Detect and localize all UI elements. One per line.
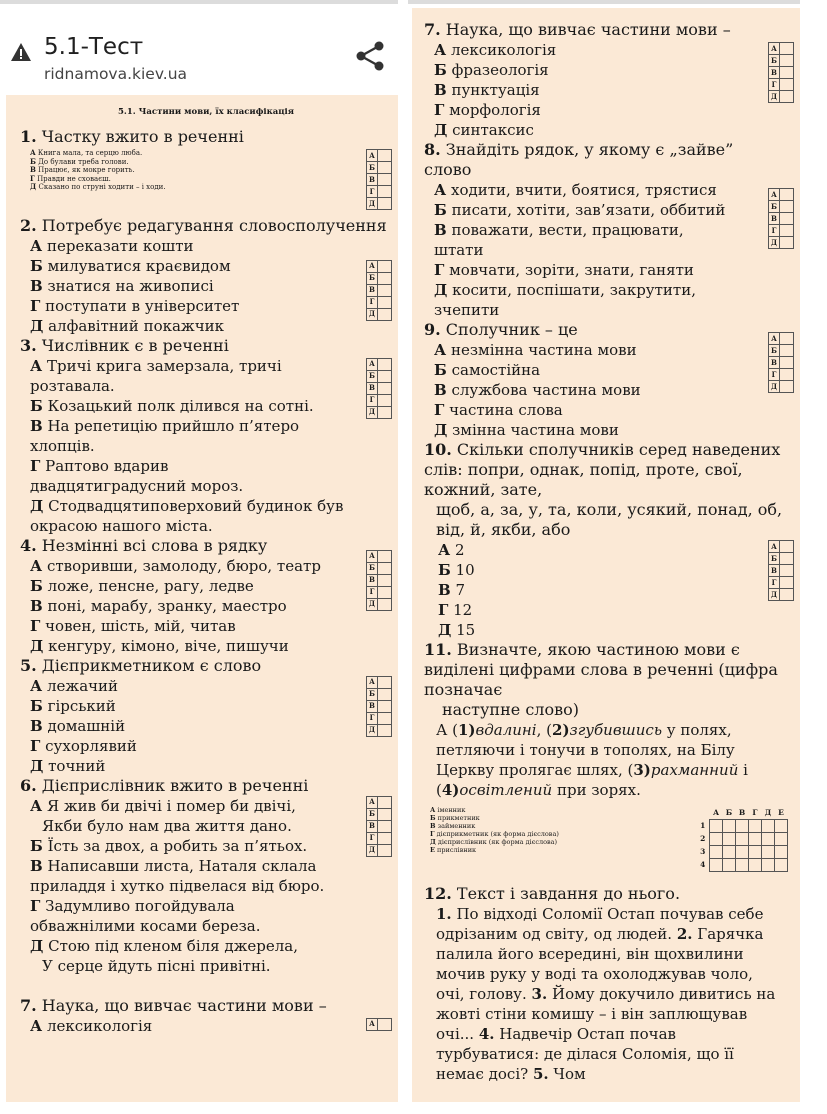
question-text: Дієприслівник вжито в реченні [36, 775, 309, 795]
option: Г Правди не сховаєш. [30, 173, 111, 183]
option: А незмінна частина мови [434, 341, 637, 359]
answer-box[interactable]: А Б В Г Д [366, 260, 392, 321]
option: Г Задумливо погойдувала обважнілими косами береза. [30, 896, 261, 935]
question-text-continued: наступне слово) [442, 700, 579, 719]
option: Б писати, хотіти, зав’язати, оббитий [434, 201, 726, 219]
option: А Книга мала, та серцю люба. [30, 148, 143, 157]
option: А створивши, замолоду, бюро, театр [30, 556, 321, 575]
app-bar [0, 4, 398, 95]
question-number: 11. [424, 640, 452, 659]
answer-letter: Б [367, 162, 378, 174]
option: Г частина слова [434, 401, 563, 419]
option: Д Стодвадцятиповерховий будинок був окрасою нашого міста. [30, 496, 344, 535]
question-number: 9. [424, 320, 441, 339]
option: Д косити, поспішати, закрутити, зчепити [434, 281, 696, 319]
option-continued: Якби було нам два життя дано. [42, 816, 292, 835]
question-text: Знайдіть рядок, у якому є „зайве” слово [424, 140, 734, 179]
option: Б ложе, пенсне, рагу, ледве [30, 576, 254, 595]
option: Г човен, шість, мій, читав [30, 616, 236, 635]
question-number: 7. [20, 995, 37, 1015]
legend [430, 806, 559, 854]
option: А переказати кошти [30, 236, 194, 255]
app-url[interactable]: ridnamova.kiev.ua [44, 65, 188, 83]
question-number: 1. [20, 127, 37, 146]
app-title: 5.1-Тест [44, 34, 144, 60]
legend-item: А іменник [430, 806, 466, 814]
question-number: 4. [20, 535, 37, 555]
option: Д Сказано по струні ходити – і ходи. [30, 182, 166, 191]
question-text: Наука, що вивчає частини мови – [440, 20, 731, 39]
option: Г морфологія [434, 101, 541, 119]
legend-item: Б прикметник [430, 814, 480, 822]
answer-letter: А [367, 150, 378, 162]
answer-grid-block [424, 806, 794, 876]
question-9 [424, 320, 794, 440]
option: В Працює, як мокре горить. [30, 165, 135, 174]
question-text: Текст і завдання до нього. [451, 884, 681, 903]
option: В поні, марабу, зранку, маестро [30, 596, 287, 615]
option: Г 12 [438, 601, 473, 619]
answer-box[interactable]: А [366, 1018, 392, 1031]
question-text: Визначте, якою частиною мови є виділені цифрами слова в реченні (цифра позначає [424, 640, 778, 699]
option: Б милуватися краєвидом [30, 256, 231, 275]
document-page [6, 95, 398, 1102]
question-10 [424, 440, 794, 640]
option: Б самостійна [434, 361, 541, 379]
question-4 [20, 536, 392, 656]
answer-box[interactable]: А Б В Г Д [366, 550, 392, 611]
question-6 [20, 776, 392, 996]
option: Д змінна частина мови [434, 421, 619, 439]
option: Б 10 [438, 561, 475, 579]
question-number: 3. [20, 335, 37, 355]
question-text: Часткy вжито в реченні [36, 127, 244, 146]
legend-item: Е прислівник [430, 846, 477, 854]
question-text-continued: щоб, а, за, у, та, коли, усякий, понад, об, від, й, якби, або [436, 500, 783, 539]
option: Г мовчати, зоріти, знати, ганяти [434, 261, 694, 279]
option: Д кенгуру, кімоно, віче, пишучи [30, 636, 289, 655]
option: Б До булави треба голови. [30, 156, 129, 166]
question-3 [20, 336, 392, 536]
option: Д 15 [438, 621, 476, 639]
status-bar [408, 0, 800, 4]
answer-box[interactable]: А Б В Г Д [366, 358, 392, 419]
option: В 7 [438, 581, 465, 599]
option: А лексикологія [30, 1016, 153, 1035]
option-continued: У серце йдуть пісні привітні. [42, 956, 271, 975]
answer-box[interactable]: А Б В Г Д [768, 540, 794, 601]
question-7 [424, 20, 794, 140]
option: В знатися на живописі [30, 276, 214, 295]
question-5 [20, 656, 392, 776]
question-number: 10. [424, 440, 452, 459]
option: В службова частина мови [434, 381, 641, 399]
left-screenshot [0, 0, 398, 1114]
legend-item: Г дієприкметник (як форма дієслова) [430, 830, 559, 838]
question-1 [20, 127, 392, 216]
option: Д синтаксис [434, 121, 534, 139]
option: А лежачий [30, 676, 119, 695]
question-number: 5. [20, 655, 37, 675]
question-text: Наука, що вивчає частини мови – [36, 995, 327, 1015]
option: Б Козацький полк ділився на сотні. [30, 396, 314, 415]
document-title: 5.1. Частини мови, їх класифікація [117, 107, 295, 117]
question-2 [20, 216, 392, 336]
option: А ходити, вчити, боятися, трястися [434, 181, 717, 199]
answer-letter: Д [367, 198, 378, 210]
option: Б фразеологія [434, 61, 549, 79]
question-7 [20, 996, 392, 1036]
option: Д Стою під кленом біля джерела, [30, 936, 299, 955]
answer-box[interactable]: А Б В Г Д [768, 42, 794, 103]
option: Г сухорлявий [30, 736, 137, 755]
legend-item: Д дієприслівник (як форма дієслова) [430, 838, 558, 846]
option: В Написавши листа, Наталя склала приладдя і хутко підвелася від бюро. [30, 856, 325, 895]
option: А лексикологія [434, 41, 557, 59]
question-text: Сполучник – це [440, 320, 578, 339]
answer-box[interactable]: А Б В Г Д [366, 676, 392, 737]
question-text: Числівник є в реченні [36, 335, 229, 355]
option: А 2 [438, 541, 465, 559]
question-number: 7. [424, 20, 441, 39]
question-number: 8. [424, 140, 441, 159]
question-number: 2. [20, 215, 37, 235]
question-text: Потребує редагування словосполучення [36, 215, 387, 235]
option: Б гірський [30, 696, 116, 715]
warning-icon[interactable] [10, 42, 32, 62]
question-text: Незмінні всі слова в рядку [36, 535, 268, 555]
option: А Тричі крига замерзала, тричі розтавала. [30, 356, 282, 395]
option: В поважати, вести, працювати, штати [434, 221, 684, 259]
option: Г Раптово вдарив двадцятиградусний мороз. [30, 456, 244, 495]
sentence: А (1)вдалині, (2)згубившись у полях, петляючи і тонучи в тополях, на Білу Церкву пролягає шлях, (3)рахманний і (4)освітлений при зорях. [436, 721, 748, 799]
option: А Я жив би двічі і помер би двічі, [30, 796, 296, 815]
answer-box[interactable]: А Б В Г Д [768, 332, 794, 393]
answer-letter: Г [367, 186, 378, 198]
answer-box[interactable]: А Б В Г Д [768, 188, 794, 249]
question-12 [424, 884, 794, 1084]
question-text: Дієприкметником є слово [36, 655, 262, 675]
legend-item: В займенник [430, 822, 476, 830]
document-page [412, 8, 800, 1102]
option: Г поступати в університет [30, 296, 240, 315]
answer-letter: В [367, 174, 378, 186]
right-screenshot [408, 0, 800, 1114]
question-number: 6. [20, 775, 37, 795]
option: В домашній [30, 716, 126, 735]
answer-box[interactable] [366, 149, 392, 210]
answer-box[interactable]: А Б В Г Д [366, 796, 392, 857]
option: Д точний [30, 756, 106, 775]
question-number: 12. [424, 884, 452, 903]
share-icon[interactable] [352, 38, 388, 74]
option: Д алфавітний покажчик [30, 316, 225, 335]
passage-text: 1. По відході Соломії Остап почував себе одрізаним од світу, од людей. 2. Гарячка палила його всередині, він щохвилини мочив руку у воді та охолоджував чоло, очі, голову. 3. Йому докучило дивитись на жовті стіни комишу – і він заплющував очі... 4. Надвечір Остап почав турбуватися: де ділася Соломія, що її немає досі? 5. Чом [436, 905, 776, 1083]
option: В пунктуація [434, 81, 540, 99]
option: В На репетицію прийшло п’ятеро хлопців. [30, 416, 300, 455]
question-text: Скільки сполучників серед наведених слів: попри, однак, попід, проте, свої, кожний, зате, [424, 440, 781, 499]
option: Б Їсть за двох, а робить за п’ятьох. [30, 836, 308, 855]
question-8 [424, 140, 794, 320]
answer-grid[interactable]: А Б В Г Д Е 1 2 3 4 [697, 806, 789, 872]
question-11 [424, 640, 794, 884]
